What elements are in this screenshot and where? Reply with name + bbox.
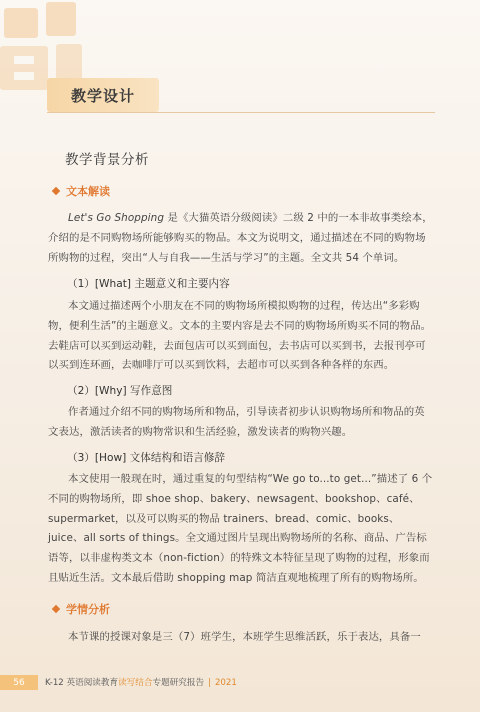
paragraph-how: 本文使用一般现在时，通过重复的句型结构“We go to...to get...”描述了 6 个不同的购物场所，即 shoe shop、bakery、newsagent、bookshop、café、supermarket，以及可以购买的物品 trainers、bread、comic、books、juice、all sorts of things。全文通过图片呈现出购物场所的名称、商品、广告标语等，以非虚构类文本（non-fiction）的特殊文本特征呈现了购物的过程，形象而且贴近生活。文本最后借助 shopping map 简洁直观地梳理了所有的购物场所。 — [48, 473, 433, 584]
divider-line — [47, 112, 435, 113]
item-heading-why: （2）[Why] 写作意图 — [67, 385, 173, 397]
footer-prefix: K-12 英语阅读教育 — [45, 678, 119, 688]
diamond-bullet-icon — [52, 605, 60, 613]
subsection-label: 文本解读 — [66, 185, 110, 198]
section-heading: 教学背景分析 — [65, 152, 149, 168]
paragraph-learners: 本节课的授课对象是三（7）班学生，本班学生思维活跃，乐于表达，具备一 — [68, 631, 421, 643]
subsection-learner-analysis — [53, 601, 110, 617]
footer-highlight: 读写结合 — [118, 678, 153, 688]
item-heading-what: （1）[What] 主题意义和主要内容 — [67, 278, 230, 290]
running-footer — [45, 676, 237, 688]
footer-middle: 专题研究报告 — [152, 678, 205, 688]
section-tab-label: 教学设计 — [70, 86, 135, 105]
paragraph-text: 是《大猫英语分级阅读》二级 2 中的一本非故事类绘本，介绍的是不同购物场所能够购买的物品。本文为说明文，通过描述在不同的购物场所购物的过程，突出“人与自我——生活与学习”的主题。全文共 54 个单词。 — [48, 212, 433, 264]
book-title: Let's Go Shopping — [68, 212, 165, 224]
footer-separator: | — [208, 678, 211, 688]
paragraph-why: 作者通过介绍不同的购物场所和物品，引导读者初步认识购物场所和物品的英文表达，激活读者的购物常识和生活经验，激发读者的购物兴趣。 — [48, 406, 425, 438]
diamond-bullet-icon — [52, 187, 60, 195]
section-tab — [47, 78, 159, 112]
page-number: 56 — [0, 675, 38, 690]
paragraph-intro — [48, 209, 434, 268]
item-heading-how: （3）[How] 文体结构和语言修辞 — [67, 452, 226, 464]
paragraph-what: 本文通过描述两个小朋友在不同的购物场所模拟购物的过程，传达出“多彩购物，便利生活”的主题意义。文本的主要内容是去不同的购物场所购买不同的物品。去鞋店可以买到运动鞋，去面包店可以买到面包，去书店可以买到书，去报刊亭可以买到连环画，去咖啡厅可以买到饮料，去超市可以买到各种各样的东西。 — [48, 300, 432, 372]
footer-year: 2021 — [214, 678, 237, 688]
subsection-text-analysis — [53, 183, 110, 199]
subsection-label: 学情分析 — [66, 603, 110, 616]
